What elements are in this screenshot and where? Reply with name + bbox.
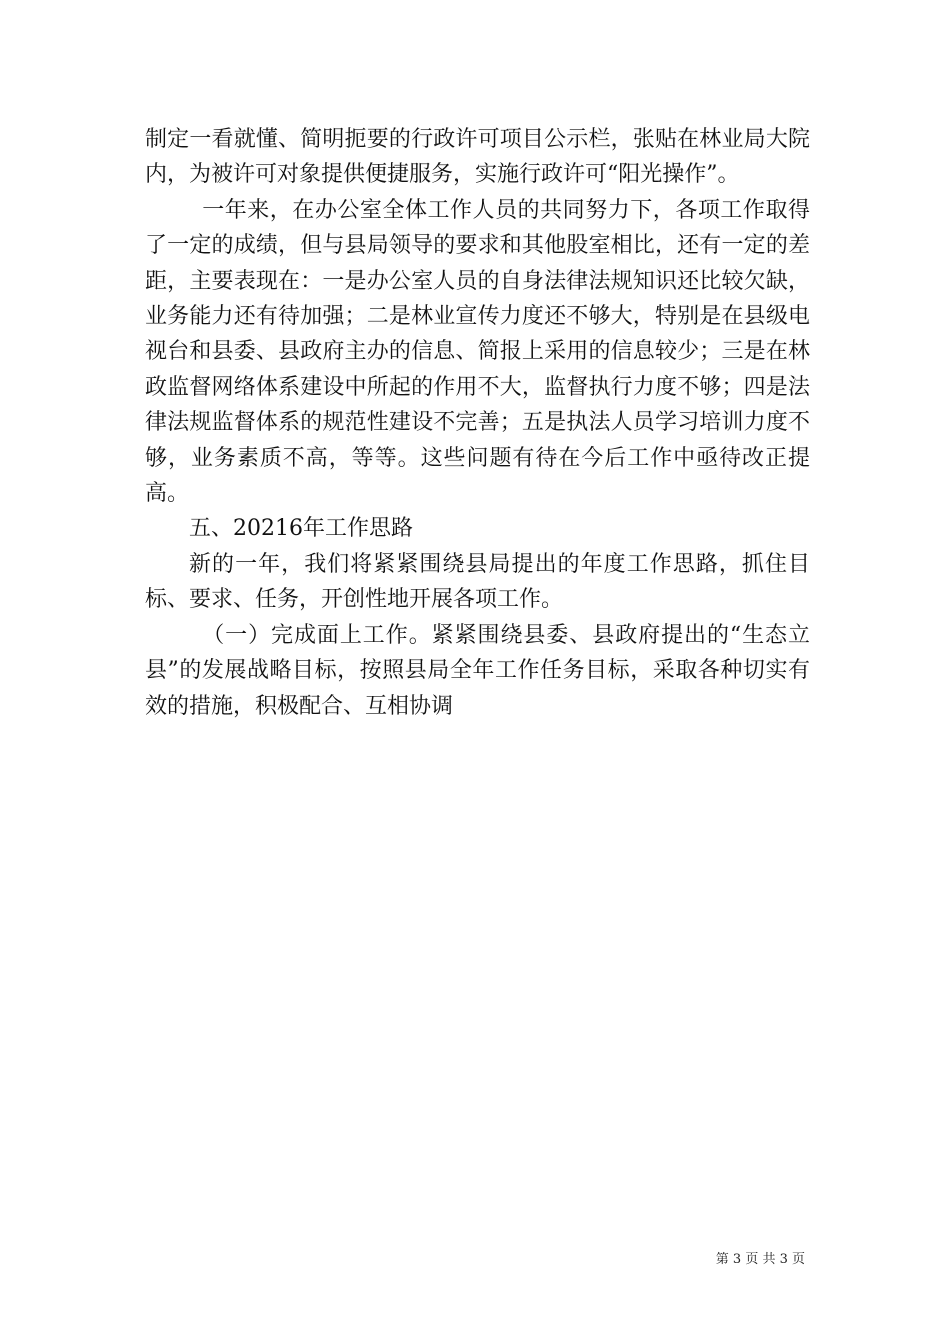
section-heading: 五、20216年工作思路	[189, 516, 413, 542]
paragraph-intro: 新的一年，我们将紧紧围绕县局提出的年度工作思路，抓住目标、要求、任务，开创性地开展各项工作。	[145, 551, 810, 613]
paragraph-continuation: 制定一看就懂、简明扼要的行政许可项目公示栏，张贴在林业局大院内，为被许可对象提供便捷服务，实施行政许可“阳光操作”。	[145, 127, 810, 188]
paragraph-item-one: （一）完成面上工作。紧紧围绕县委、县政府提出的“生态立县”的发展战略目标，按照县局全年工作任务目标，采取各种切实有效的措施，积极配合、互相协调	[145, 622, 810, 719]
page-number-footer: 第 3 页 共 3 页	[715, 1252, 805, 1267]
document-body	[145, 122, 810, 724]
paragraph-summary: 一年来，在办公室全体工作人员的共同努力下，各项工作取得了一定的成绩，但与县局领导的要求和其他股室相比，还有一定的差距，主要表现在：一是办公室人员的自身法律法规知识还比较欠缺，业务能力还有待加强；二是林业宣传力度还不够大，特别是在县级电视台和县委、县政府主办的信息、简报上采用的信息较少；三是在林政监督网络体系建设中所起的作用不大，监督执行力度不够；四是法律法规监督体系的规范性建设不完善；五是执法人员学习培训力度不够，业务素质不高，等等。这些问题有待在今后工作中亟待改正提高。	[145, 197, 810, 507]
